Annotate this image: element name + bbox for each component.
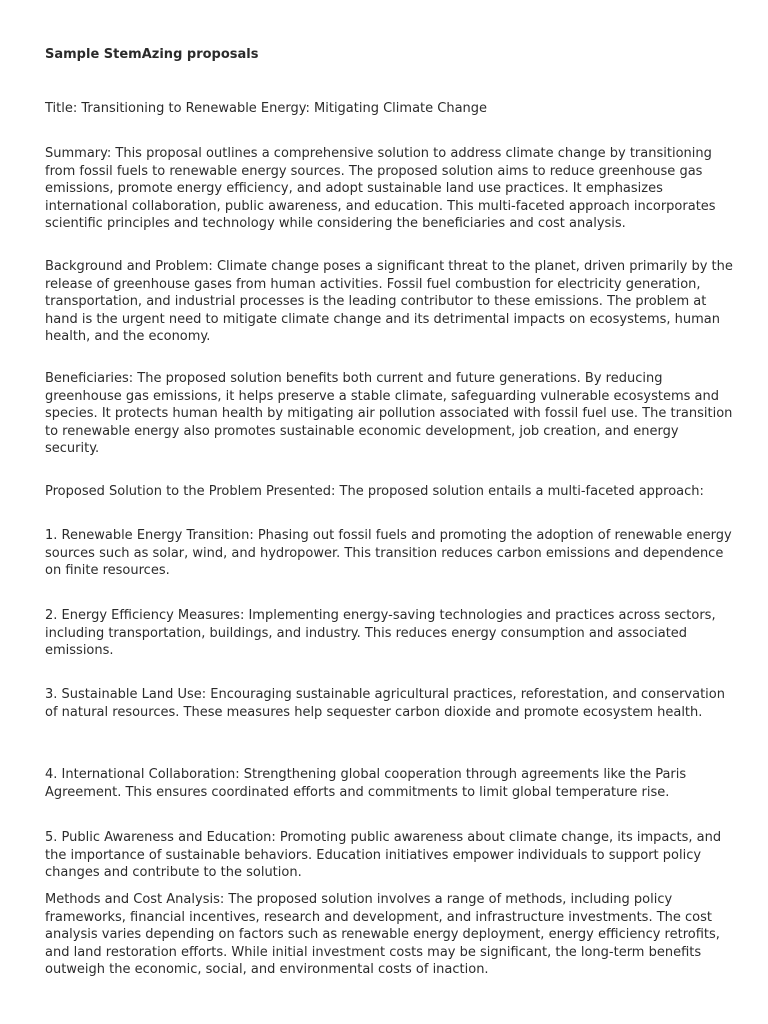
background-paragraph: Background and Problem: Climate change poses a significant threat to the planet, driven primarily by the release of greenhouse gases from human activities. Fossil fuel combustion for electricity generation, transportation, and industrial processes is the leading contributor to these emissions. The problem at hand is the urgent need to mitigate climate change and its detrimental impacts on ecosystems, human health, and the economy. (45, 259, 733, 344)
document-heading: Sample StemAzing proposals (45, 47, 259, 62)
proposed-solution-intro: Proposed Solution to the Problem Presented: The proposed solution entails a multi-faceted approach: (45, 484, 704, 499)
methods-cost-paragraph: Methods and Cost Analysis: The proposed solution involves a range of methods, including policy frameworks, financial incentives, research and development, and infrastructure investments. The cost analysis varies depending on factors such as renewable energy deployment, energy efficiency retrofits, and land restoration efforts. While initial investment costs may be significant, the long-term benefits outweigh the economic, social, and environmental costs of inaction. (45, 892, 720, 977)
proposal-title: Title: Transitioning to Renewable Energy: Mitigating Climate Change (45, 101, 488, 116)
solution-item-5: 5. Public Awareness and Education: Promoting public awareness about climate change, its impacts, and the importance of sustainable behaviors. Education initiatives empower individuals to support policy changes and contribute to the solution. (45, 830, 722, 880)
solution-item-3: 3. Sustainable Land Use: Encouraging sustainable agricultural practices, reforestation, and conservation of natural resources. These measures help sequester carbon dioxide and promote ecosystem health. (45, 687, 725, 720)
solution-item-2: 2. Energy Efficiency Measures: Implementing energy-saving technologies and practices across sectors, including transportation, buildings, and industry. This reduces energy consumption and associated emissions. (45, 608, 716, 658)
summary-paragraph: Summary: This proposal outlines a comprehensive solution to address climate change by transitioning from fossil fuels to renewable energy sources. The proposed solution aims to reduce greenhouse gas emissions, promote energy efficiency, and adopt sustainable land use practices. It emphasizes international collaboration, public awareness, and education. This multi-faceted approach incorporates scientific principles and technology while considering the beneficiaries and cost analysis. (45, 146, 716, 231)
solution-item-1: 1. Renewable Energy Transition: Phasing out fossil fuels and promoting the adoption of renewable energy sources such as solar, wind, and hydropower. This transition reduces carbon emissions and dependence on finite resources. (45, 528, 732, 578)
solution-item-4: 4. International Collaboration: Strengthening global cooperation through agreements like the Paris Agreement. This ensures coordinated efforts and commitments to limit global temperature rise. (45, 767, 687, 800)
beneficiaries-paragraph: Beneficiaries: The proposed solution benefits both current and future generations. By reducing greenhouse gas emissions, it helps preserve a stable climate, safeguarding vulnerable ecosystems and species. It protects human health by mitigating air pollution associated with fossil fuel use. The transition to renewable energy also promotes sustainable economic development, job creation, and energy security. (45, 371, 733, 456)
